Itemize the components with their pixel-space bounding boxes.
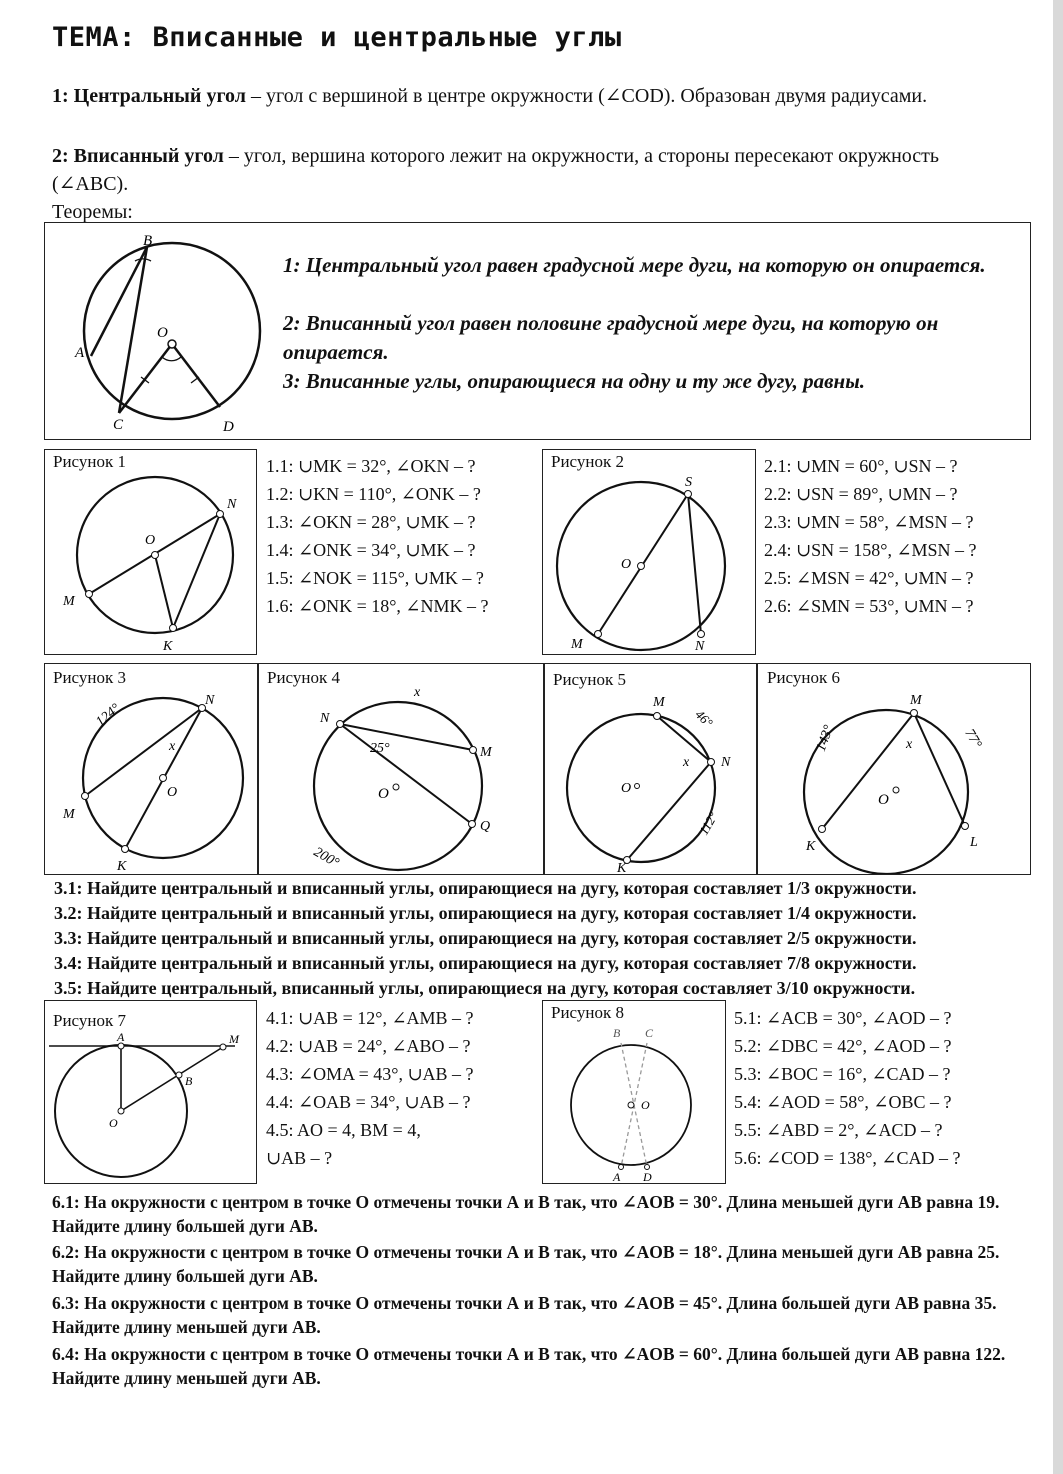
- label-m: M: [63, 807, 75, 822]
- label-x: x: [414, 685, 421, 700]
- task-4-4: 4.4: ∠OAB = 34°, ∪AB – ?: [266, 1092, 471, 1112]
- tasks-2: [764, 452, 977, 620]
- label-a: A: [75, 345, 85, 361]
- arc-value: 200°: [310, 844, 342, 871]
- task-4-2: 4.2: ∪AB = 24°, ∠ABO – ?: [266, 1036, 471, 1056]
- figure-8-label: Рисунок 8: [551, 1003, 624, 1022]
- task-3-2: 3.2: Найдите центральный и вписанный углы, опирающиеся на дугу, которая составляет 1/4 окружности.: [54, 903, 917, 923]
- task-2-3: 2.3: ∪MN = 58°, ∠MSN – ?: [764, 512, 974, 532]
- figure-6-drawing: [758, 686, 1030, 874]
- label-k: K: [617, 861, 627, 874]
- label-c: C: [645, 1026, 654, 1040]
- task-6-2: 6.2: На окружности с центром в точке О отмечены точки А и В так, что ∠AOB = 18°. Длина меньшей дуги АВ равна 25. Найдите длину большей дуги АВ.: [52, 1242, 1000, 1286]
- label-m: M: [653, 695, 665, 710]
- task-5-5: 5.5: ∠ABD = 2°, ∠ACD – ?: [734, 1120, 943, 1140]
- task-1-1: 1.1: ∪MK = 32°, ∠OKN – ?: [266, 456, 476, 476]
- label-o: O: [621, 781, 632, 796]
- theorems-label: Теоремы:: [52, 201, 133, 223]
- label-n: N: [721, 755, 731, 770]
- label-k: K: [806, 839, 816, 854]
- task-1-5: 1.5: ∠NOK = 115°, ∪MK – ?: [266, 568, 484, 588]
- angle-value: 25°: [370, 741, 390, 756]
- arc-value: 46°: [692, 706, 716, 731]
- label-a: A: [613, 1170, 621, 1183]
- task-2-4: 2.4: ∪SN = 158°, ∠MSN – ?: [764, 540, 977, 560]
- label-m: M: [910, 693, 922, 708]
- figure-6-label: Рисунок 6: [767, 668, 840, 687]
- tasks-5: [734, 1004, 961, 1172]
- label-m: M: [63, 594, 75, 609]
- task-5-2: 5.2: ∠DBC = 42°, ∠AOD – ?: [734, 1036, 952, 1056]
- arc-value: 124°: [93, 701, 124, 730]
- figure-1-box: [44, 449, 257, 655]
- theorem-2: 2: Вписанный угол равен половине градусной мере дуги, на которую он опирается.: [283, 311, 939, 364]
- task-6-1: 6.1: На окружности с центром в точке О отмечены точки А и В так, что ∠AOB = 30°. Длина меньшей дуги АВ равна 19. Найдите длину большей дуги АВ.: [52, 1192, 1000, 1236]
- task-3-4: 3.4: Найдите центральный и вписанный углы, опирающиеся на дугу, которая составляет 7/8 окружности.: [54, 953, 917, 973]
- label-o: O: [167, 785, 178, 800]
- figure-7-drawing: [45, 1027, 255, 1183]
- task-3-3: 3.3: Найдите центральный и вписанный углы, опирающиеся на дугу, которая составляет 2/5 окружности.: [54, 928, 917, 948]
- figure-2-box: [542, 449, 756, 655]
- label-b: B: [613, 1026, 621, 1040]
- label-n: N: [695, 639, 705, 654]
- definition-inscribed: [52, 142, 1012, 198]
- figure-4-label: Рисунок 4: [267, 668, 340, 687]
- label-q: Q: [480, 819, 491, 834]
- label-o: O: [157, 325, 168, 341]
- label-x: x: [683, 755, 690, 770]
- label-m: M: [571, 637, 583, 652]
- task-2-2: 2.2: ∪SN = 89°, ∪MN – ?: [764, 484, 958, 504]
- theorems-box: [44, 222, 1031, 440]
- label-x: x: [169, 739, 176, 754]
- figure-5-drawing: [545, 686, 755, 874]
- task-4-5: 4.5: AO = 4, BM = 4,: [266, 1120, 421, 1140]
- label-k: K: [163, 639, 173, 654]
- task-4-3: 4.3: ∠OMA = 43°, ∪AB – ?: [266, 1064, 474, 1084]
- label-k: K: [117, 859, 127, 874]
- theorem-3: 3: Вписанные углы, опирающиеся на одну и ту же дугу, равны.: [283, 369, 866, 393]
- label-x: x: [906, 737, 913, 752]
- figure-8-drawing: [543, 1021, 725, 1183]
- figure-5-label: Рисунок 5: [553, 670, 626, 689]
- figure-8-box: [542, 1000, 726, 1184]
- task-4-1: 4.1: ∪AB = 12°, ∠AMB – ?: [266, 1008, 474, 1028]
- label-n: N: [227, 497, 237, 512]
- label-m: M: [229, 1032, 239, 1046]
- figure-7-label: Рисунок 7: [53, 1011, 126, 1030]
- task-2-5: 2.5: ∠MSN = 42°, ∪MN – ?: [764, 568, 974, 588]
- task-3-1: 3.1: Найдите центральный и вписанный углы, опирающиеся на дугу, которая составляет 1/3 окружности.: [54, 878, 917, 898]
- tasks-1: [266, 452, 489, 620]
- theorem-figure: [73, 231, 273, 436]
- arc-value: 112°: [695, 809, 721, 838]
- task-2-6: 2.6: ∠SMN = 53°, ∪MN – ?: [764, 596, 974, 616]
- task-2-1: 2.1: ∪MN = 60°, ∪SN – ?: [764, 456, 958, 476]
- task-5-1: 5.1: ∠ACB = 30°, ∠AOD – ?: [734, 1008, 952, 1028]
- label-o: O: [109, 1116, 118, 1130]
- arc-value: 143°: [813, 723, 837, 754]
- label-s: S: [685, 475, 692, 490]
- task-1-3: 1.3: ∠OKN = 28°, ∪MK – ?: [266, 512, 476, 532]
- arc-value: 77°: [961, 726, 985, 752]
- figures-row-box: [44, 663, 1031, 875]
- figure-4-drawing: [258, 684, 542, 874]
- definition-inscribed-num: 2: Вписанный угол: [52, 145, 224, 167]
- page-title: ТЕМА: Вписанные и центральные углы: [52, 22, 622, 53]
- task-6-4: 6.4: На окружности с центром в точке О отмечены точки А и В так, что ∠AOB = 60°. Длина большей дуги АВ равна 122. Найдите длину меньшей дуги АВ.: [52, 1344, 1006, 1388]
- label-n: N: [205, 693, 215, 708]
- figure-7-box: [44, 1000, 257, 1184]
- definition-central-num: 1: Центральный угол: [52, 85, 246, 107]
- label-c: C: [113, 417, 124, 433]
- label-o: O: [621, 557, 632, 572]
- tasks-3: [54, 876, 917, 1001]
- label-l: L: [970, 835, 978, 850]
- definition-inscribed-text: – угол, вершина которого лежит на окружности, а стороны пересекают окружность (∠ABC).: [52, 145, 940, 195]
- task-6-3: 6.3: На окружности с центром в точке О отмечены точки А и В так, что ∠AOB = 45°. Длина большей дуги АВ равна 35. Найдите длину меньшей дуги АВ.: [52, 1293, 997, 1337]
- label-m: M: [480, 745, 492, 760]
- label-a: A: [117, 1030, 125, 1044]
- label-o: O: [378, 786, 389, 802]
- tasks-4: [266, 1004, 474, 1172]
- figure-1-drawing: [45, 470, 255, 654]
- label-d: D: [643, 1170, 652, 1183]
- figure-3-drawing: [45, 686, 257, 874]
- task-5-4: 5.4: ∠AOD = 58°, ∠OBC – ?: [734, 1092, 952, 1112]
- label-o: O: [145, 533, 156, 548]
- label-o: O: [878, 792, 889, 808]
- figure-3-label: Рисунок 3: [53, 668, 126, 687]
- task-5-6: 5.6: ∠COD = 138°, ∠CAD – ?: [734, 1148, 961, 1168]
- task-1-2: 1.2: ∪KN = 110°, ∠ONK – ?: [266, 484, 481, 504]
- task-5-3: 5.3: ∠BOC = 16°, ∠CAD – ?: [734, 1064, 951, 1084]
- theorem-1: 1: Центральный угол равен градусной мере дуги, на которую он опирается.: [283, 253, 986, 277]
- label-o: O: [641, 1098, 650, 1112]
- label-b: B: [185, 1074, 193, 1088]
- label-d: D: [223, 419, 234, 435]
- page-edge-shadow: [1053, 0, 1063, 1474]
- task-4-5b: ∪AB – ?: [266, 1148, 333, 1168]
- task-1-4: 1.4: ∠ONK = 34°, ∪MK – ?: [266, 540, 476, 560]
- definition-central-text: – угол с вершиной в центре окружности (∠COD). Образован двумя радиусами.: [245, 85, 928, 107]
- task-3-5: 3.5: Найдите центральный, вписанный углы, опирающиеся на дугу, которая составляет 3/10 окружности.: [54, 978, 916, 998]
- figure-2-label: Рисунок 2: [551, 452, 624, 471]
- label-b: B: [143, 233, 153, 249]
- figure-1-label: Рисунок 1: [53, 452, 126, 471]
- label-n: N: [320, 711, 330, 726]
- task-1-6: 1.6: ∠ONK = 18°, ∠NMK – ?: [266, 596, 489, 616]
- figure-2-drawing: [543, 470, 755, 654]
- definition-central: [52, 82, 1012, 110]
